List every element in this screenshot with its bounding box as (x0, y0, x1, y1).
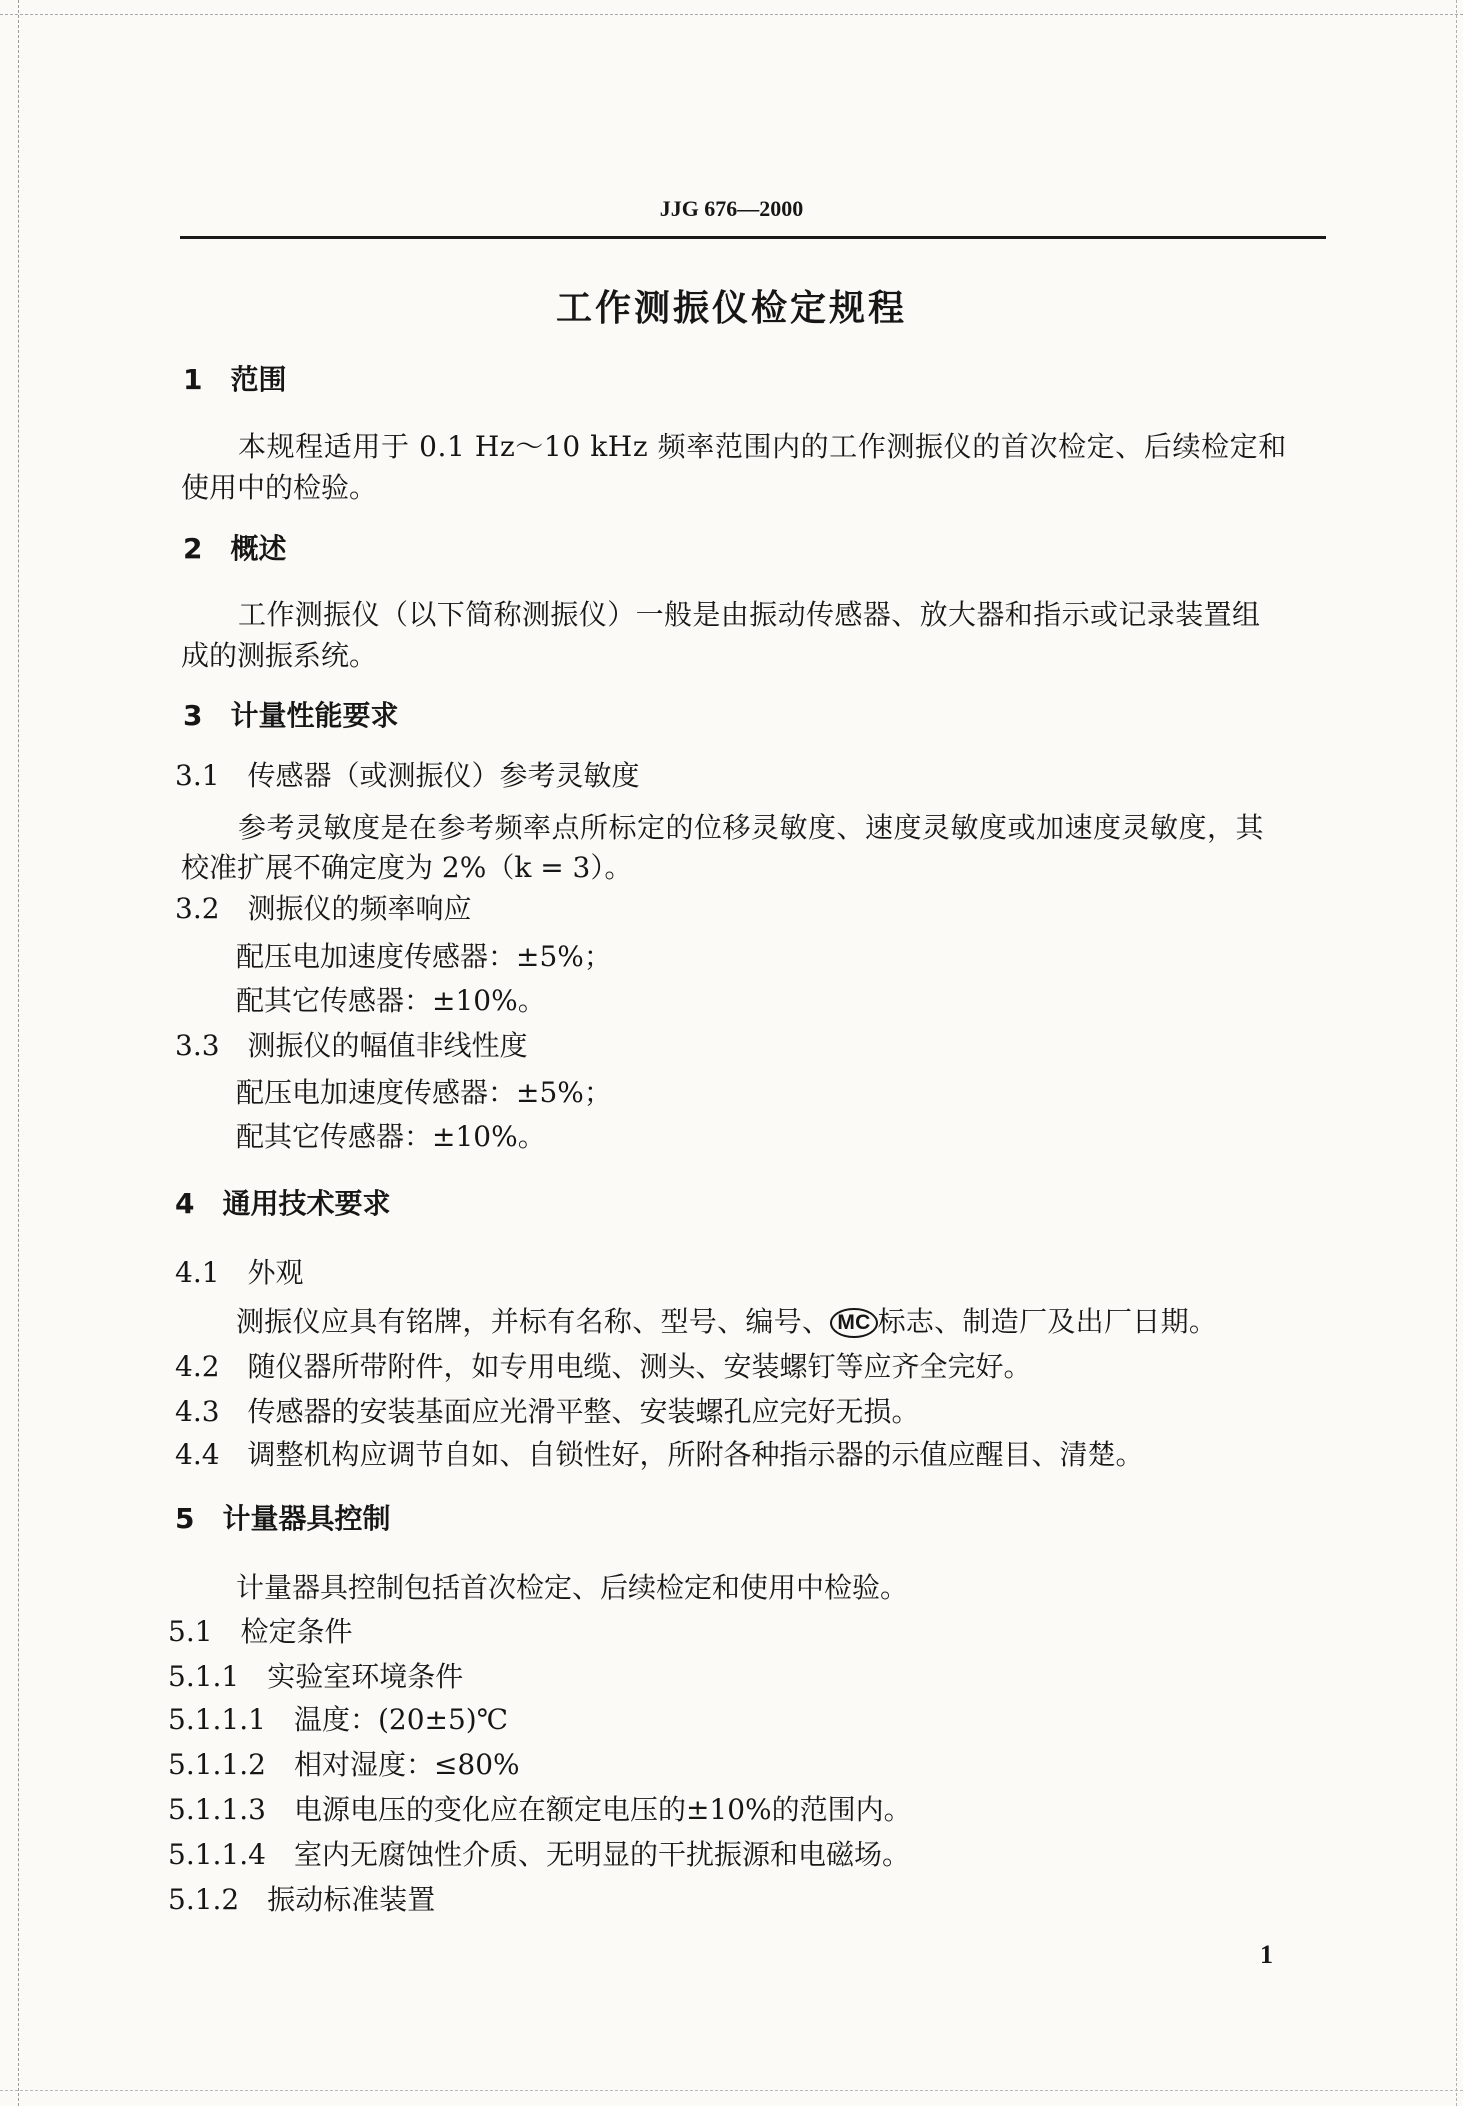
clause-3-3: 3.3 测振仪的幅值非线性度 (175, 1029, 528, 1062)
section-2-para-line-1: 工作测振仪（以下简称测振仪）一般是由振动传感器、放大器和指示或记录装置组 (238, 598, 1261, 631)
header-rule (180, 236, 1326, 239)
clause-3-1: 3.1 传感器（或测振仪）参考灵敏度 (175, 759, 640, 792)
section-3-heading: 3 计量性能要求 (183, 699, 399, 732)
clause-5-1: 5.1 检定条件 (168, 1615, 353, 1648)
clause-4-4: 4.4 调整机构应调节自如、自锁性好，所附各种指示器的示值应醒目、清楚。 (175, 1438, 1144, 1471)
clause-4-1-para (236, 1305, 1217, 1339)
clause-4-1-text-before: 测振仪应具有铭牌，并标有名称、型号、编号、 (236, 1305, 831, 1338)
clause-3-3-item-b: 配其它传感器：±10%。 (236, 1120, 546, 1153)
clause-5-1-1-2: 5.1.1.2 相对湿度：≤80% (168, 1748, 520, 1781)
section-2-heading: 2 概述 (183, 532, 287, 565)
clause-4-1-text-after: 标志、制造厂及出厂日期。 (877, 1305, 1218, 1338)
mc-mark-icon: MC (830, 1308, 877, 1338)
clause-5-1-2: 5.1.2 振动标准装置 (168, 1883, 436, 1916)
clause-4-1: 4.1 外观 (175, 1256, 304, 1289)
section-2-para-line-2: 成的测振系统。 (181, 639, 378, 672)
section-1-para-line-1: 本规程适用于 0.1 Hz～10 kHz 频率范围内的工作测振仪的首次检定、后续检定和 (238, 430, 1287, 463)
clause-3-2-item-a: 配压电加速度传感器：±5%； (236, 940, 612, 973)
scan-edge-bottom (0, 2090, 1463, 2092)
clause-3-2: 3.2 测振仪的频率响应 (175, 892, 472, 925)
clause-5-1-1-1: 5.1.1.1 温度：(20±5)℃ (168, 1703, 509, 1736)
section-5-heading: 5 计量器具控制 (175, 1502, 391, 1535)
clause-5-1-1-4: 5.1.1.4 室内无腐蚀性介质、无明显的干扰振源和电磁场。 (168, 1838, 910, 1871)
section-1-heading: 1 范围 (183, 363, 287, 396)
clause-5-1-1-3: 5.1.1.3 电源电压的变化应在额定电压的±10%的范围内。 (168, 1793, 912, 1826)
section-5-para: 计量器具控制包括首次检定、后续检定和使用中检验。 (236, 1571, 909, 1604)
page-number: 1 (1260, 1940, 1273, 1969)
document-title: 工作测振仪检定规程 (555, 288, 907, 329)
section-1-para-line-2: 使用中的检验。 (181, 471, 378, 504)
clause-3-1-para-line-2: 校准扩展不确定度为 2%（k = 3）。 (181, 851, 633, 884)
scan-edge-top (0, 14, 1463, 16)
clause-3-1-para-line-1: 参考灵敏度是在参考频率点所标定的位移灵敏度、速度灵敏度或加速度灵敏度，其 (238, 811, 1265, 844)
clause-5-1-1: 5.1.1 实验室环境条件 (168, 1660, 464, 1693)
clause-3-2-item-b: 配其它传感器：±10%。 (236, 984, 546, 1017)
clause-4-3: 4.3 传感器的安装基面应光滑平整、安装螺孔应完好无损。 (175, 1395, 920, 1428)
section-4-heading: 4 通用技术要求 (175, 1187, 391, 1220)
standard-code: JJG 676—2000 (659, 196, 804, 221)
clause-4-2: 4.2 随仪器所带附件，如专用电缆、测头、安装螺钉等应齐全完好。 (175, 1350, 1032, 1383)
clause-3-3-item-a: 配压电加速度传感器：±5%； (236, 1076, 612, 1109)
